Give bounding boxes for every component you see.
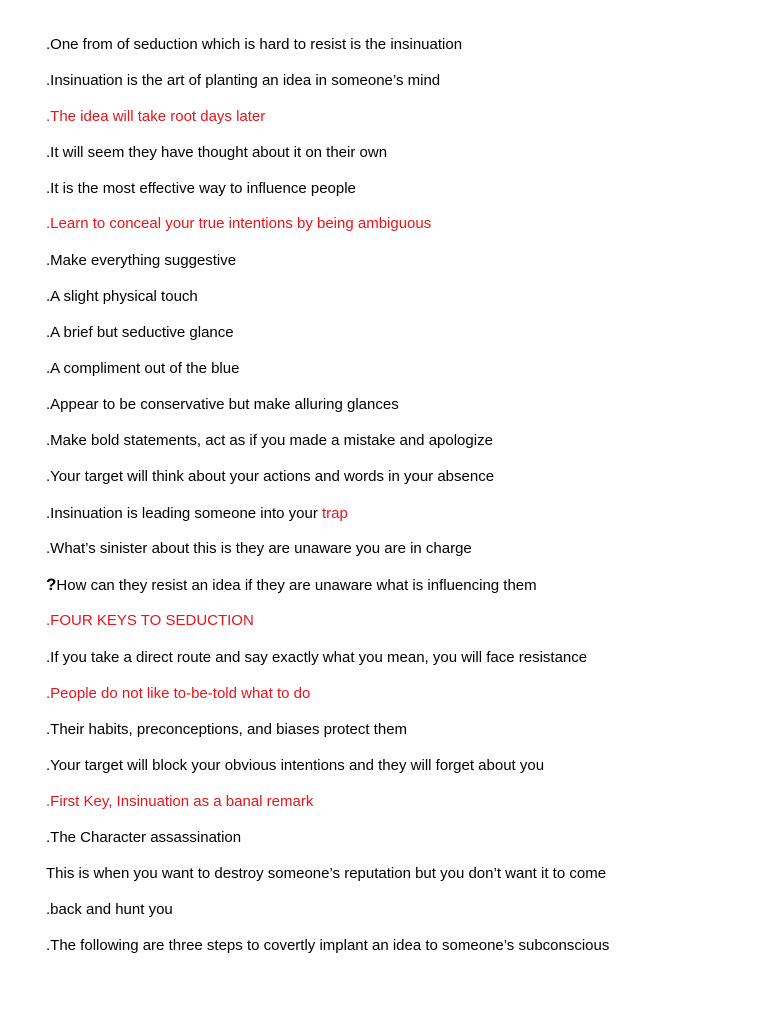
text-line-highlighted: .First Key, Insinuation as a banal remark [46, 793, 314, 810]
text-line: .Their habits, preconceptions, and biases protect them [46, 721, 408, 738]
text-line-highlighted: .People do not like to-be-told what to do [46, 685, 311, 702]
text-line: .A compliment out of the blue [46, 360, 240, 377]
text-line: .What’s sinister about this is they are unaware you are in charge [46, 540, 472, 557]
question-mark-prefix: ? [46, 575, 57, 594]
text-line [46, 504, 348, 524]
text-line: .One from of seduction which is hard to resist is the insinuation [46, 36, 463, 53]
text-line: .A brief but seductive glance [46, 324, 234, 341]
text-line: .The Character assassination [46, 829, 242, 846]
text-line: .back and hunt you [46, 901, 173, 918]
text-line [46, 575, 537, 596]
text-line-highlighted: .FOUR KEYS TO SEDUCTION [46, 612, 254, 629]
text-line: .A slight physical touch [46, 288, 198, 305]
text-line: .Appear to be conservative but make alluring glances [46, 396, 399, 413]
text-line: .Insinuation is the art of planting an idea in someone’s mind [46, 72, 441, 89]
text-line-highlighted: .Learn to conceal your true intentions by being ambiguous [46, 215, 432, 232]
text-line: .It will seem they have thought about it on their own [46, 144, 388, 161]
text-line-highlighted: .The idea will take root days later [46, 108, 266, 125]
text-line: .Make everything suggestive [46, 252, 237, 269]
text-line: .Your target will block your obvious intentions and they will forget about you [46, 757, 545, 774]
text-line: This is when you want to destroy someone’s reputation but you don’t want it to come [46, 865, 607, 882]
text-line: .It is the most effective way to influence people [46, 180, 356, 197]
text-line: .Your target will think about your actions and words in your absence [46, 468, 495, 485]
text-line: .Make bold statements, act as if you made a mistake and apologize [46, 432, 493, 449]
text-line: .The following are three steps to covertly implant an idea to someone’s subconscious [46, 937, 610, 954]
highlighted-word: trap [322, 505, 348, 522]
text-line: .If you take a direct route and say exactly what you mean, you will face resistance [46, 649, 588, 666]
text-line-body: .Insinuation is leading someone into your [46, 505, 318, 522]
text-line-body: How can they resist an idea if they are unaware what is influencing them [56, 577, 537, 594]
